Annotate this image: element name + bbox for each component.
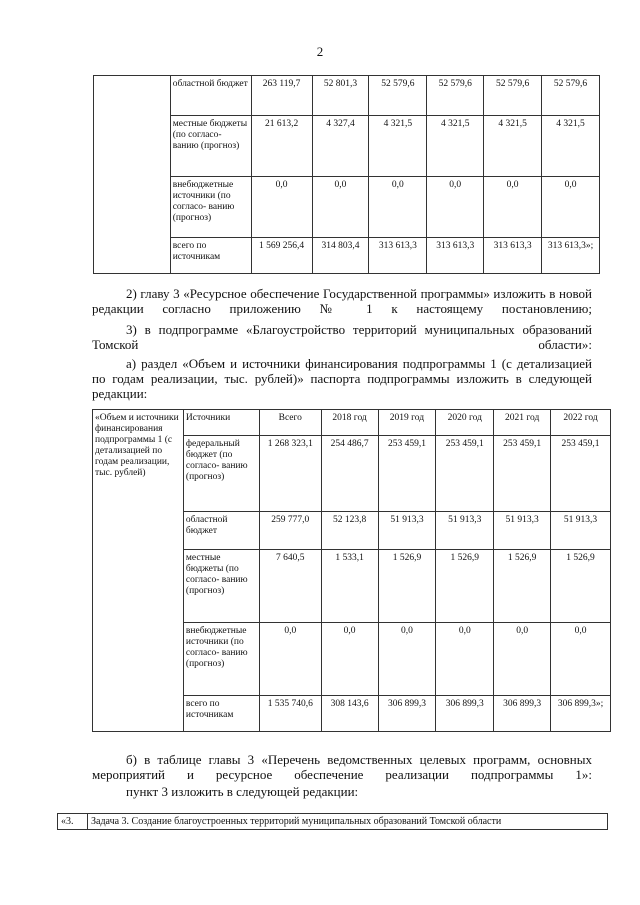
- funding-table-continued: [93, 75, 600, 274]
- value-cell: 51 913,3: [436, 512, 494, 550]
- column-header: 2019 год: [378, 410, 436, 436]
- table-row: [94, 76, 600, 116]
- table-row: [58, 814, 608, 830]
- value-cell: 4 321,5: [427, 116, 484, 177]
- paragraph-chapter3: 2) главу 3 «Ресурсное обеспечение Государственной программы» изложить в новой редакции согласно приложению № 1 к настоящему постановлению;: [92, 286, 592, 316]
- value-cell: 0,0: [321, 623, 378, 696]
- value-cell: 4 321,5: [542, 116, 600, 177]
- table-row: [94, 238, 600, 274]
- column-header: 2021 год: [494, 410, 551, 436]
- value-cell: 1 569 256,4: [251, 238, 312, 274]
- value-cell: 253 459,1: [494, 436, 551, 512]
- value-cell: 52 579,6: [484, 76, 542, 116]
- paragraph-subprogram: 3) в подпрограмме «Благоустройство территорий муниципальных образований Томской области»:: [92, 322, 592, 352]
- value-cell: 52 123,8: [321, 512, 378, 550]
- source-label: областной бюджет: [183, 512, 259, 550]
- funding-table-subprogram: [92, 409, 611, 732]
- source-label: всего по источникам: [183, 696, 259, 732]
- value-cell: 0,0: [494, 623, 551, 696]
- value-cell: 51 913,3: [551, 512, 611, 550]
- value-cell: 21 613,2: [251, 116, 312, 177]
- column-header: 2018 год: [321, 410, 378, 436]
- value-cell: 52 579,6: [427, 76, 484, 116]
- value-cell: 0,0: [312, 177, 369, 238]
- value-cell: 306 899,3: [494, 696, 551, 732]
- value-cell: 0,0: [542, 177, 600, 238]
- value-cell: 313 613,3: [427, 238, 484, 274]
- value-cell: 0,0: [427, 177, 484, 238]
- value-cell: 313 613,3: [484, 238, 542, 274]
- source-label: местные бюджеты (по согласо- ванию (прогноз): [183, 550, 259, 623]
- value-cell: 253 459,1: [378, 436, 436, 512]
- source-label: областной бюджет: [170, 76, 251, 116]
- value-cell: 313 613,3»;: [542, 238, 600, 274]
- value-cell: 4 327,4: [312, 116, 369, 177]
- task-title: Задача 3. Создание благоустроенных территорий муниципальных образований Томской области: [88, 814, 608, 830]
- value-cell: 308 143,6: [321, 696, 378, 732]
- column-header: 2022 год: [551, 410, 611, 436]
- row-heading-cell: «Объем и источники финансирования подпрограммы 1 (с детализацией по годам реализации, тыс. рублей): [93, 410, 184, 732]
- source-label: федеральный бюджет (по согласо- ванию (прогноз): [183, 436, 259, 512]
- source-label: внебюджетные источники (по согласо- ванию (прогноз): [183, 623, 259, 696]
- value-cell: 51 913,3: [378, 512, 436, 550]
- table-row: [94, 177, 600, 238]
- value-cell: 0,0: [259, 623, 321, 696]
- value-cell: 306 899,3: [436, 696, 494, 732]
- task-number: «3.: [58, 814, 88, 830]
- value-cell: 0,0: [484, 177, 542, 238]
- value-cell: 7 640,5: [259, 550, 321, 623]
- value-cell: 314 803,4: [312, 238, 369, 274]
- value-cell: 313 613,3: [369, 238, 427, 274]
- value-cell: 306 899,3: [378, 696, 436, 732]
- source-label: всего по источникам: [170, 238, 251, 274]
- table-row: [94, 116, 600, 177]
- page-number: 2: [316, 44, 324, 59]
- value-cell: 0,0: [369, 177, 427, 238]
- column-header: 2020 год: [436, 410, 494, 436]
- value-cell: 306 899,3»;: [551, 696, 611, 732]
- value-cell: 253 459,1: [551, 436, 611, 512]
- value-cell: 1 268 323,1: [259, 436, 321, 512]
- value-cell: 1 526,9: [494, 550, 551, 623]
- task-table: [57, 813, 608, 830]
- value-cell: 1 535 740,6: [259, 696, 321, 732]
- value-cell: 52 579,6: [542, 76, 600, 116]
- value-cell: 52 579,6: [369, 76, 427, 116]
- value-cell: 0,0: [378, 623, 436, 696]
- column-header: Источники: [183, 410, 259, 436]
- value-cell: 1 526,9: [436, 550, 494, 623]
- value-cell: 1 526,9: [378, 550, 436, 623]
- value-cell: 253 459,1: [436, 436, 494, 512]
- source-label: внебюджетные источники (по согласо- ванию (прогноз): [170, 177, 251, 238]
- column-header: Всего: [259, 410, 321, 436]
- value-cell: 4 321,5: [369, 116, 427, 177]
- value-cell: 254 486,7: [321, 436, 378, 512]
- value-cell: 1 526,9: [551, 550, 611, 623]
- table-header-row: [93, 410, 611, 436]
- value-cell: 259 777,0: [259, 512, 321, 550]
- value-cell: 52 801,3: [312, 76, 369, 116]
- value-cell: 4 321,5: [484, 116, 542, 177]
- paragraph-item3: пункт 3 изложить в следующей редакции:: [126, 784, 359, 799]
- value-cell: 51 913,3: [494, 512, 551, 550]
- value-cell: 1 533,1: [321, 550, 378, 623]
- paragraph-section-a: а) раздел «Объем и источники финансирования подпрограммы 1 (с детализацией по годам реализации, тыс. рублей)» паспорта подпрограммы изложить в следующей редакции:: [92, 356, 592, 401]
- value-cell: 0,0: [436, 623, 494, 696]
- paragraph-section-b: б) в таблице главы 3 «Перечень ведомственных целевых программ, основных мероприятий и ресурсное обеспечение реализации подпрограммы 1»:: [92, 752, 592, 782]
- value-cell: 0,0: [551, 623, 611, 696]
- value-cell: 263 119,7: [251, 76, 312, 116]
- empty-cell: [94, 76, 171, 274]
- source-label: местные бюджеты (по согласо- ванию (прогноз): [170, 116, 251, 177]
- value-cell: 0,0: [251, 177, 312, 238]
